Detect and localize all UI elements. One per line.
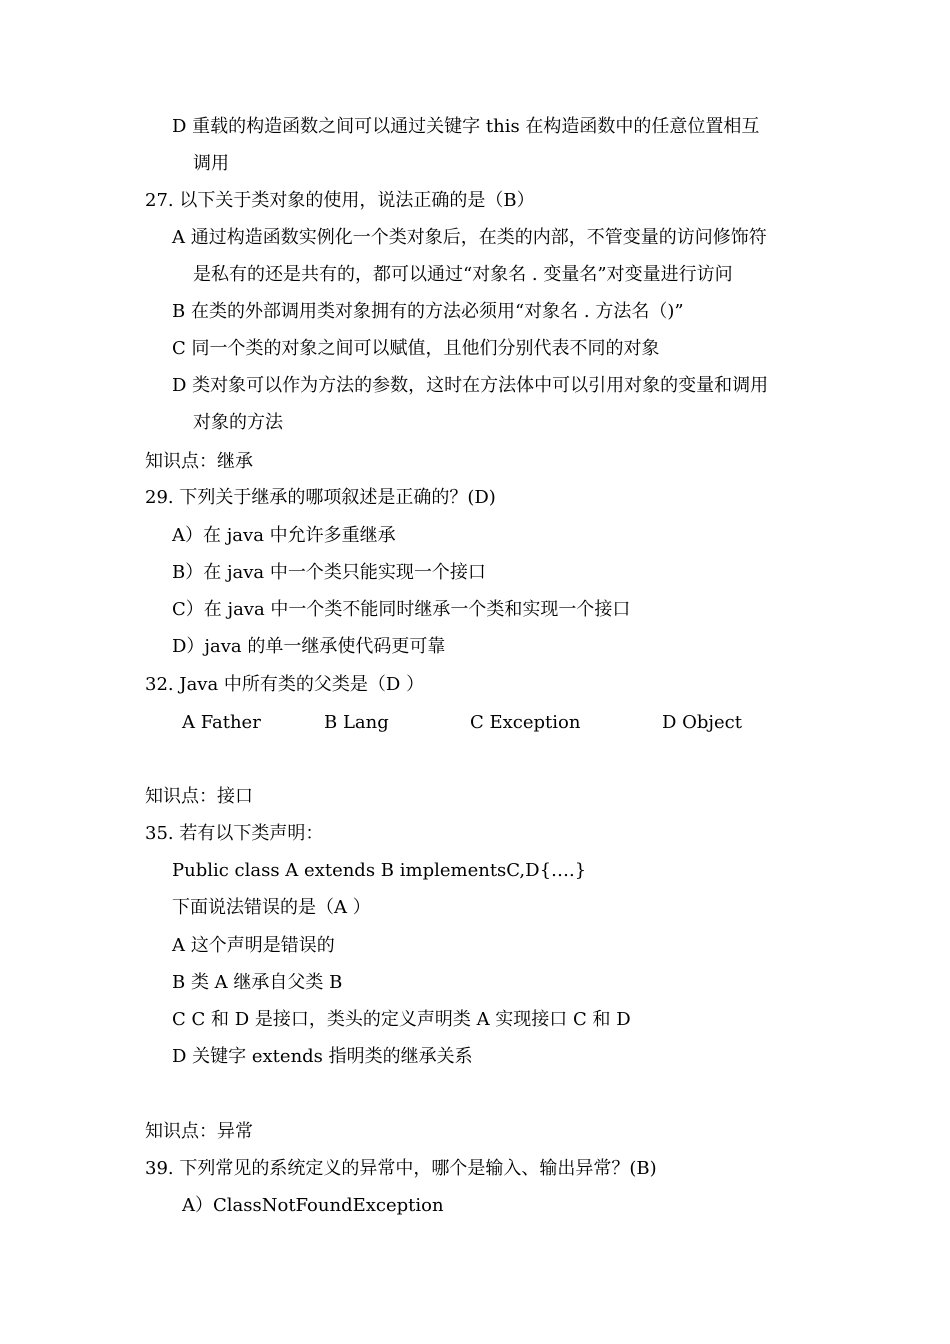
q26-option-d-continued: 调用: [193, 153, 229, 174]
q27-option-d: D 类对象可以作为方法的参数，这时在方法体中可以引用对象的变量和调用: [172, 375, 769, 396]
q27-option-a: A 通过构造函数实例化一个类对象后，在类的内部，不管变量的访问修饰符: [172, 227, 767, 248]
question-39: 39. 下列常见的系统定义的异常中，哪个是输入、输出异常？(B): [145, 1158, 657, 1179]
section-heading-interface: 知识点：接口: [145, 786, 253, 807]
q27-option-b: B 在类的外部调用类对象拥有的方法必须用“对象名 . 方法名（)”: [172, 301, 684, 322]
question-32: 32. Java 中所有类的父类是（D ）: [145, 674, 425, 695]
q27-option-c: C 同一个类的对象之间可以赋值，且他们分别代表不同的对象: [172, 338, 660, 359]
q35-option-b: B 类 A 继承自父类 B: [172, 972, 343, 993]
q35-option-c: C C 和 D 是接口，类头的定义声明类 A 实现接口 C 和 D: [172, 1009, 631, 1030]
q32-option-d: D Object: [662, 712, 742, 733]
question-35: 35. 若有以下类声明：: [145, 823, 324, 844]
question-27: 27. 以下关于类对象的使用，说法正确的是（B）: [145, 190, 535, 211]
q26-option-d: D 重载的构造函数之间可以通过关键字 this 在构造函数中的任意位置相互: [172, 116, 760, 137]
q39-option-a: A）ClassNotFoundException: [182, 1195, 444, 1216]
q35-code-line: Public class A extends B implementsC,D{….}: [172, 860, 587, 881]
q32-option-b: B Lang: [324, 712, 389, 733]
q29-option-d: D）java 的单一继承使代码更可靠: [172, 636, 446, 657]
section-heading-exception: 知识点：异常: [145, 1121, 253, 1142]
q29-option-b: B）在 java 中一个类只能实现一个接口: [172, 562, 486, 583]
q27-option-d-continued: 对象的方法: [193, 412, 283, 433]
question-29: 29. 下列关于继承的哪项叙述是正确的？(D): [145, 487, 496, 508]
q35-option-a: A 这个声明是错误的: [172, 935, 335, 956]
q27-option-a-continued: 是私有的还是共有的，都可以通过“对象名 . 变量名”对变量进行访问: [193, 264, 733, 285]
q32-option-a: A Father: [182, 712, 261, 733]
q29-option-a: A）在 java 中允许多重继承: [172, 525, 396, 546]
q29-option-c: C）在 java 中一个类不能同时继承一个类和实现一个接口: [172, 599, 631, 620]
q32-option-c: C Exception: [470, 712, 581, 733]
q35-option-d: D 关键字 extends 指明类的继承关系: [172, 1046, 473, 1067]
section-heading-inheritance: 知识点：继承: [145, 451, 253, 472]
q35-prompt: 下面说法错误的是（A ）: [172, 897, 371, 918]
